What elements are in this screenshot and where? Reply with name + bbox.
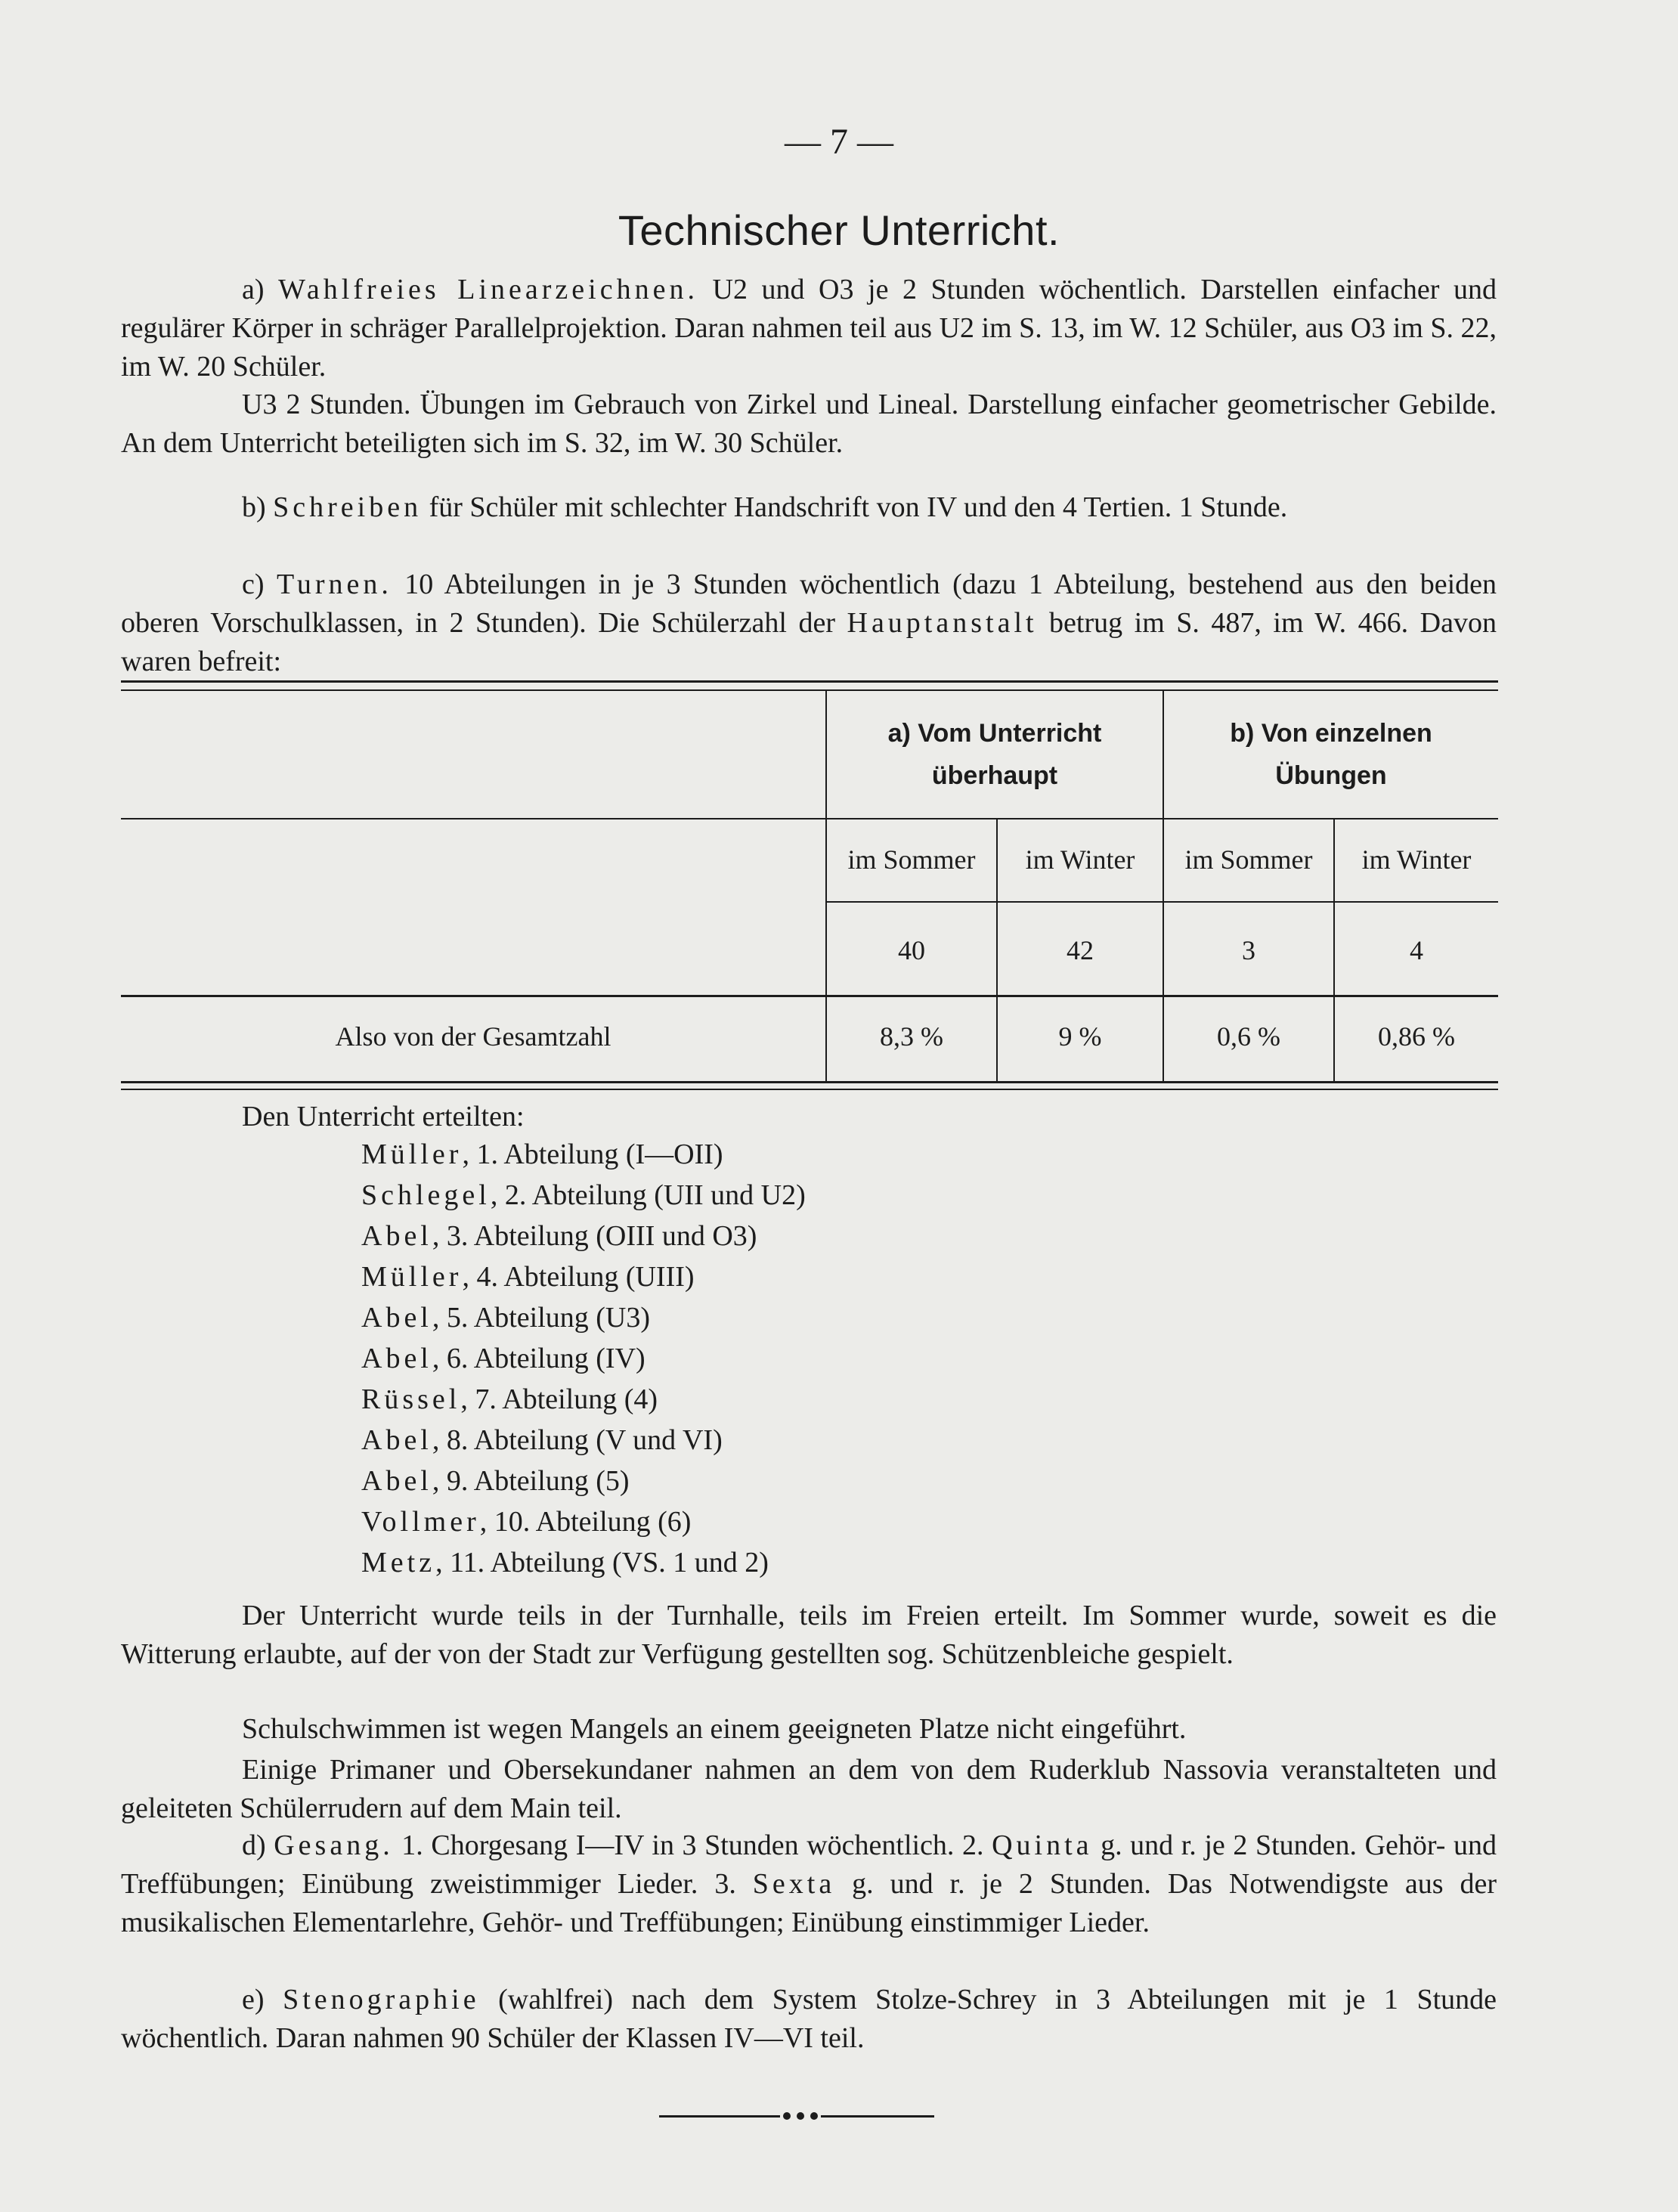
subheader-b-winter: im Winter [1361, 844, 1472, 875]
term-quinta: Quinta [992, 1829, 1093, 1861]
header-vom-unterricht: a) Vom Unterricht überhaupt [887, 719, 1102, 790]
total-label: Also von der Gesamtzahl [335, 1021, 611, 1052]
teachers-intro: Den Unterricht erteilten: [242, 1101, 525, 1132]
paragraph-e: e) Stenographie (wahlfrei) nach dem System Stolze-Schrey in 3 Abteilungen mit je 1 Stunde wöchentlich. Daran nahmen 90 Schüler der Klassen IV—VI teil. [121, 1984, 1497, 2054]
paragraph-u3: U3 2 Stunden. Übungen im Gebrauch von Zirkel und Lineal. Darstellung einfacher geometrischer Gebilde. An dem Unterricht beteiligten sich im S. 32, im W. 30 Schüler. [121, 389, 1497, 459]
subheader-b-sommer: im Sommer [1184, 844, 1313, 875]
term-stenographie: Stenographie [283, 1984, 480, 2015]
percent-b-winter: 0,86 % [1378, 1021, 1455, 1052]
term-turnen: Turnen. [276, 568, 392, 600]
term-schreiben: Schreiben [273, 491, 423, 523]
percent-a-sommer: 8,3 % [880, 1021, 943, 1052]
teacher-line: Abel, 9. Abteilung (5) [361, 1465, 630, 1497]
term-hauptanstalt: Hauptanstalt [847, 607, 1038, 639]
paragraph-d: d) Gesang. 1. Chorgesang I—IV in 3 Stunden wöchentlich. 2. Quinta g. und r. je 2 Stunden. Gehör- und Treffübungen; Einübung zweistimmiger Lieder. 3. Sexta g. und r. je 2 Stunden. Das Notwendigste aus der musikalischen Elementarlehre, Gehör- und Treffübungen; Einübung einstimmiger Lieder. [121, 1829, 1497, 1938]
count-b-winter: 4 [1410, 935, 1423, 965]
paragraph-turnhalle: Der Unterricht wurde teils in der Turnhalle, teils im Freien erteilt. Im Sommer wurde, soweit es die Witterung erlaubte, auf der von der Stadt zur Verfügung gestellten sog. Schützenbleiche gespielt. [121, 1600, 1497, 1670]
paragraph-b: b) Schreiben für Schüler mit schlechter Handschrift von IV und den 4 Tertien. 1 Stunde. [242, 491, 1288, 523]
teacher-line: Abel, 8. Abteilung (V und VI) [361, 1424, 723, 1456]
count-a-sommer: 40 [898, 935, 925, 965]
subheader-a-sommer: im Sommer [847, 844, 976, 875]
teacher-line: Müller, 4. Abteilung (UIII) [361, 1261, 695, 1293]
teacher-line: Metz, 11. Abteilung (VS. 1 und 2) [361, 1547, 769, 1578]
teacher-line: Schlegel, 2. Abteilung (UII und U2) [361, 1179, 806, 1211]
term-sexta: Sexta [752, 1868, 836, 1900]
paragraph-a: a) Wahlfreies Linearzeichnen. U2 und O3 je 2 Stunden wöchentlich. Darstellen einfacher und regulärer Körper in schräger Parallelprojektion. Daran nahmen teil aus U2 im S. 13, im W. 12 Schüler, aus O3 im S. 22, im W. 20 Schüler. [121, 274, 1497, 383]
teacher-line: Abel, 3. Abteilung (OIII und O3) [361, 1220, 757, 1252]
paragraph-rudern: Einige Primaner und Obersekundaner nahmen an dem von dem Ruderklub Nassovia veranstalteten und geleiteten Schülerrudern auf dem Main teil. [121, 1754, 1497, 1824]
teacher-line: Vollmer, 10. Abteilung (6) [361, 1506, 692, 1538]
percent-b-sommer: 0,6 % [1217, 1021, 1280, 1052]
teacher-line: Abel, 6. Abteilung (IV) [361, 1343, 646, 1374]
paragraph-c: c) Turnen. 10 Abteilungen in je 3 Stunden wöchentlich (dazu 1 Abteilung, bestehend aus den beiden oberen Vorschulklassen, in 2 Stunden). Die Schülerzahl der Hauptanstalt betrug im S. 487, im W. 466. Davon waren befreit: [121, 568, 1497, 677]
page-title: Technischer Unterricht. [618, 206, 1060, 254]
count-b-sommer: 3 [1242, 935, 1255, 965]
page-number: — 7 — [785, 122, 893, 162]
paragraph-schwimmen: Schulschwimmen ist wegen Mangels an einem geeigneten Platze nicht eingeführt. [242, 1713, 1187, 1745]
term-linearzeichnen: Wahlfreies Linearzeichnen. [278, 274, 698, 305]
teacher-line: Rüssel, 7. Abteilung (4) [361, 1383, 658, 1415]
teacher-line: Abel, 5. Abteilung (U3) [361, 1302, 651, 1334]
teacher-line: Müller, 1. Abteilung (I—OII) [361, 1139, 723, 1170]
subheader-a-winter: im Winter [1025, 844, 1135, 875]
count-a-winter: 42 [1067, 935, 1094, 965]
header-von-einzelnen-uebungen: b) Von einzelnen Übungen [1230, 719, 1432, 790]
percent-a-winter: 9 % [1058, 1021, 1102, 1052]
term-gesang: Gesang. [274, 1829, 394, 1861]
